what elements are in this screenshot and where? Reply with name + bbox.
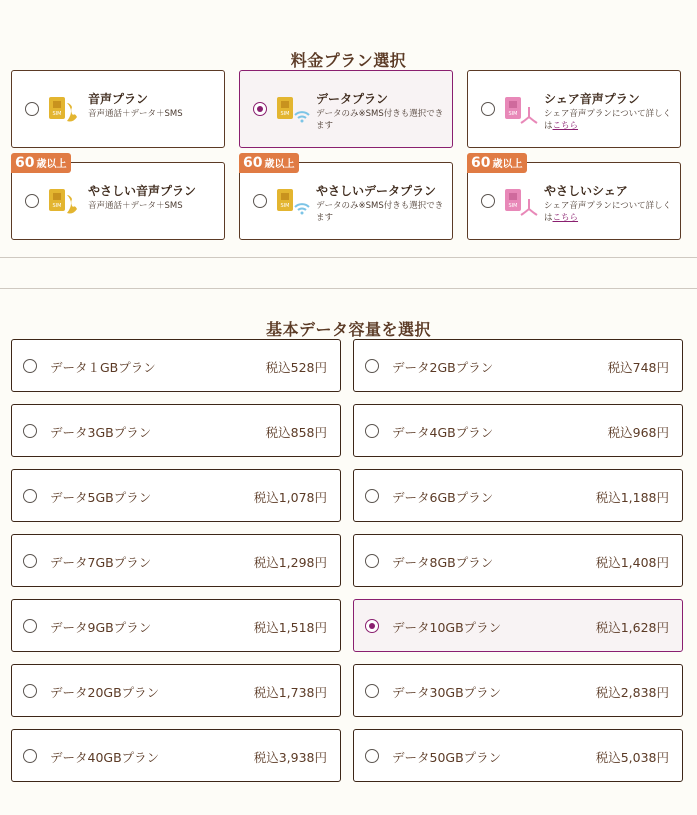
data-option[interactable] [353, 339, 683, 392]
data-plan-name: データ5GBプラン [50, 490, 152, 505]
plan-radio[interactable] [253, 194, 267, 208]
data-radio[interactable] [365, 554, 379, 568]
data-radio[interactable] [365, 489, 379, 503]
data-radio-checked[interactable] [365, 619, 379, 633]
plan-desc: 音声通話＋データ＋SMS [88, 109, 183, 119]
svg-text:SIM: SIM [52, 111, 62, 117]
details-link[interactable]: こちら [552, 213, 579, 223]
plan-radio[interactable] [25, 102, 39, 116]
data-plan-name: データ4GBプラン [392, 425, 494, 440]
sim-share-icon [503, 93, 539, 129]
data-plan-name: データ8GBプラン [392, 555, 494, 570]
plan-radio-checked[interactable] [253, 102, 267, 116]
age-badge-number: 60 [243, 155, 263, 171]
data-radio[interactable] [365, 359, 379, 373]
data-plan-price: 税込1,628円 [595, 620, 669, 635]
plan-card-data[interactable] [239, 70, 453, 148]
data-radio[interactable] [365, 684, 379, 698]
data-option[interactable] [11, 469, 341, 522]
data-radio[interactable] [23, 749, 37, 763]
data-plan-name: データ10GBプラン [392, 620, 502, 635]
plan-title: 音声プラン [88, 92, 149, 106]
data-plan-name: データ7GBプラン [50, 555, 152, 570]
plan-desc: データのみ※SMS付きも選択できます [316, 109, 444, 131]
plan-radio[interactable] [481, 194, 495, 208]
data-plan-price: 税込1,738円 [253, 685, 327, 700]
data-plan-price: 税込1,408円 [595, 555, 669, 570]
sim-phone-icon [47, 185, 83, 221]
data-option[interactable] [11, 664, 341, 717]
data-option[interactable] [11, 599, 341, 652]
data-option[interactable] [353, 404, 683, 457]
sim-phone-icon [47, 93, 83, 129]
data-option[interactable] [11, 339, 341, 392]
data-plan-price: 税込5,038円 [595, 750, 669, 765]
plan-title: シェア音声プラン [544, 92, 640, 106]
data-plan-name: データ20GBプラン [50, 685, 160, 700]
data-plan-price: 税込858円 [265, 425, 327, 440]
section-divider [0, 288, 697, 289]
plan-title: データプラン [316, 92, 389, 106]
plan-desc [544, 200, 676, 224]
plan-card-share[interactable] [467, 70, 681, 148]
data-option[interactable] [11, 729, 341, 782]
plan-card-easy-voice[interactable] [11, 162, 225, 240]
data-radio[interactable] [23, 554, 37, 568]
data-radio[interactable] [365, 424, 379, 438]
plan-card-easy-data[interactable] [239, 162, 453, 240]
age-badge-number: 60 [15, 155, 35, 171]
data-option[interactable] [11, 534, 341, 587]
data-plan-name: データ9GBプラン [50, 620, 152, 635]
svg-text:SIM: SIM [508, 203, 518, 209]
data-option[interactable] [353, 469, 683, 522]
data-plan-price: 税込3,938円 [253, 750, 327, 765]
data-plan-name: データ3GBプラン [50, 425, 152, 440]
age-badge-text: 歳以上 [264, 159, 295, 170]
plan-desc: データのみ※SMS付きも選択できます [316, 201, 444, 223]
plan-title: やさしいデータプラン [316, 184, 437, 198]
sim-share-icon [503, 185, 539, 221]
data-plan-name: データ30GBプラン [392, 685, 502, 700]
data-option[interactable] [353, 729, 683, 782]
age-badge [11, 153, 71, 173]
age-badge [467, 153, 527, 173]
svg-text:SIM: SIM [508, 111, 518, 117]
data-option-selected[interactable] [353, 599, 683, 652]
data-plan-name: データ50GBプラン [392, 750, 502, 765]
svg-text:SIM: SIM [52, 203, 62, 209]
data-plan-price: 税込1,078円 [253, 490, 327, 505]
data-option[interactable] [353, 534, 683, 587]
plan-desc [544, 108, 676, 132]
data-radio[interactable] [23, 489, 37, 503]
data-plan-price: 税込2,838円 [595, 685, 669, 700]
svg-text:SIM: SIM [280, 111, 290, 117]
plan-desc: 音声通話＋データ＋SMS [88, 201, 183, 211]
data-plan-name: データ40GBプラン [50, 750, 160, 765]
data-plan-name: データ2GBプラン [392, 360, 494, 375]
data-plan-price: 税込1,298円 [253, 555, 327, 570]
plan-desc-text: シェア音声プランについて詳しくは [544, 201, 672, 223]
data-plan-name: データ１GBプラン [50, 360, 156, 375]
plan-section-title: 料金プラン選択 [290, 51, 407, 70]
data-radio[interactable] [23, 359, 37, 373]
age-badge-text: 歳以上 [492, 159, 523, 170]
data-plan-price: 税込528円 [265, 360, 327, 375]
data-radio[interactable] [23, 684, 37, 698]
age-badge-number: 60 [471, 155, 491, 171]
details-link[interactable]: こちら [552, 121, 579, 131]
plan-desc-text: シェア音声プランについて詳しくは [544, 109, 672, 131]
data-plan-price: 税込968円 [607, 425, 669, 440]
age-badge [239, 153, 299, 173]
data-plan-price: 税込1,518円 [253, 620, 327, 635]
plan-radio[interactable] [25, 194, 39, 208]
data-plan-price: 税込748円 [607, 360, 669, 375]
svg-text:SIM: SIM [280, 203, 290, 209]
age-badge-text: 歳以上 [36, 159, 67, 170]
data-radio[interactable] [23, 424, 37, 438]
plan-title: やさしいシェア [544, 184, 628, 198]
sim-wifi-icon [275, 93, 311, 129]
data-option[interactable] [353, 664, 683, 717]
plan-title: やさしい音声プラン [88, 184, 197, 198]
plan-card-easy-share[interactable] [467, 162, 681, 240]
section-divider [0, 257, 697, 258]
data-radio[interactable] [23, 619, 37, 633]
plan-radio[interactable] [481, 102, 495, 116]
data-plan-price: 税込1,188円 [595, 490, 669, 505]
plan-card-voice[interactable] [11, 70, 225, 148]
data-option[interactable] [11, 404, 341, 457]
data-plan-name: データ6GBプラン [392, 490, 494, 505]
sim-wifi-icon [275, 185, 311, 221]
data-radio[interactable] [365, 749, 379, 763]
data-section-title: 基本データ容量を選択 [265, 320, 431, 339]
